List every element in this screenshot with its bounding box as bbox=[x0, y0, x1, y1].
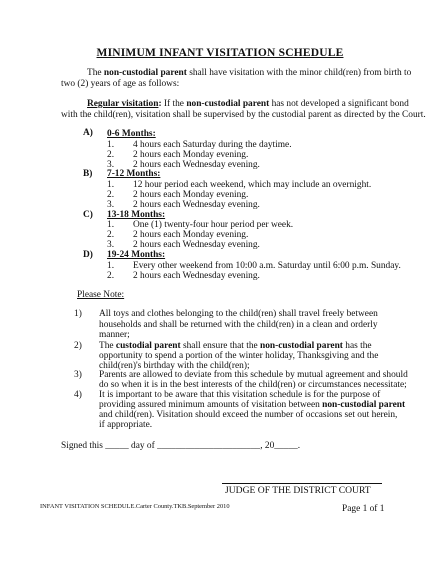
note-number: 3) bbox=[74, 370, 82, 380]
intro-party: non-custodial parent bbox=[103, 68, 187, 78]
section-heading: 7-12 Months: bbox=[107, 169, 161, 179]
list-item-number: 2. bbox=[107, 271, 115, 281]
note-line: All toys and clothes belonging to the child(ren) shall travel freely between bbox=[99, 309, 378, 319]
list-item: 4 hours each Saturday during the daytime. bbox=[133, 140, 292, 150]
judge-label: JUDGE OF THE DISTRICT COURT bbox=[225, 485, 371, 496]
note-line: providing assured minimum amounts of visitation between non-custodial parent bbox=[99, 400, 406, 410]
list-item: 2 hours each Wednesday evening. bbox=[133, 160, 260, 170]
regular-line-1: Regular visitation: If the non-custodial parent has not developed a significant bond bbox=[87, 99, 409, 109]
section-letter: D) bbox=[83, 250, 93, 260]
list-item: 2 hours each Monday evening. bbox=[133, 190, 249, 200]
note-line: It is important to be aware that this visitation schedule is for the purpose of bbox=[99, 390, 381, 400]
list-item-number: 2. bbox=[107, 230, 115, 240]
signed-line: Signed this _____ day of ______________________, 20_____. bbox=[61, 441, 301, 451]
page-number: Page 1 of 1 bbox=[342, 504, 385, 514]
list-item: 2 hours each Monday evening. bbox=[133, 150, 249, 160]
signature-rule bbox=[222, 483, 382, 484]
list-item: 2 hours each Wednesday evening. bbox=[133, 271, 260, 281]
note-line: do so when it is in the best interests of the child(ren) or circumstances necessitate; bbox=[99, 380, 407, 390]
list-item-number: 1. bbox=[107, 261, 115, 271]
list-item: 12 hour period each weekend, which may include an overnight. bbox=[133, 180, 372, 190]
list-item-number: 1. bbox=[107, 220, 115, 230]
note-line: households and shall be returned with the child(ren) in a clean and orderly bbox=[99, 320, 378, 330]
section-letter: A) bbox=[83, 128, 93, 138]
document-title: MINIMUM INFANT VISITATION SCHEDULE bbox=[96, 47, 344, 59]
note-number: 1) bbox=[74, 309, 82, 319]
note-number: 4) bbox=[74, 390, 82, 400]
regular-visitation-label: Regular visitation bbox=[87, 99, 159, 109]
list-item: 2 hours each Monday evening. bbox=[133, 230, 249, 240]
note-line: Parents are allowed to deviate from this schedule by mutual agreement and should bbox=[99, 370, 408, 380]
list-item-number: 1. bbox=[107, 140, 115, 150]
list-item: 2 hours each Wednesday evening. bbox=[133, 200, 260, 210]
note-line: child(ren)'s birthday with the child(ren); bbox=[99, 361, 250, 371]
note-number: 2) bbox=[74, 341, 82, 351]
list-item-number: 1. bbox=[107, 180, 115, 190]
list-item-number: 2. bbox=[107, 150, 115, 160]
note-line: if appropriate. bbox=[99, 420, 153, 430]
footer-file-label: INFANT VISITATION SCHEDULE.Carter County.TKB.September 2010 bbox=[40, 503, 230, 510]
section-heading: 19-24 Months: bbox=[107, 250, 166, 260]
section-letter: B) bbox=[83, 169, 93, 179]
list-item: 2 hours each Wednesday evening. bbox=[133, 240, 260, 250]
note-line: and child(ren). Visitation should exceed the number of occasions set out herein, bbox=[99, 410, 398, 420]
please-note-heading: Please Note: bbox=[77, 290, 125, 300]
list-item-number: 3. bbox=[107, 160, 115, 170]
note-line: manner; bbox=[99, 330, 130, 340]
note-line: opportunity to spend a portion of the winter holiday, Thanksgiving and the bbox=[99, 351, 379, 361]
regular-line-2: with the child(ren), visitation shall be supervised by the custodial parent as directed by the Court. bbox=[61, 110, 426, 120]
section-heading: 13-18 Months: bbox=[107, 210, 166, 220]
section-heading: 0-6 Months: bbox=[107, 129, 156, 139]
list-item-number: 3. bbox=[107, 200, 115, 210]
list-item: Every other weekend from 10:00 a.m. Saturday until 6:00 p.m. Sunday. bbox=[133, 261, 401, 271]
list-item-number: 3. bbox=[107, 240, 115, 250]
list-item: One (1) twenty-four hour period per week. bbox=[133, 220, 294, 230]
section-letter: C) bbox=[83, 210, 93, 220]
intro-line-2: two (2) years of age as follows: bbox=[61, 79, 180, 89]
intro-line-1: The non-custodial parent shall have visitation with the minor child(ren) from birth to bbox=[87, 68, 412, 78]
list-item-number: 2. bbox=[107, 190, 115, 200]
note-line: The custodial parent shall ensure that the non-custodial parent has the bbox=[99, 341, 372, 351]
